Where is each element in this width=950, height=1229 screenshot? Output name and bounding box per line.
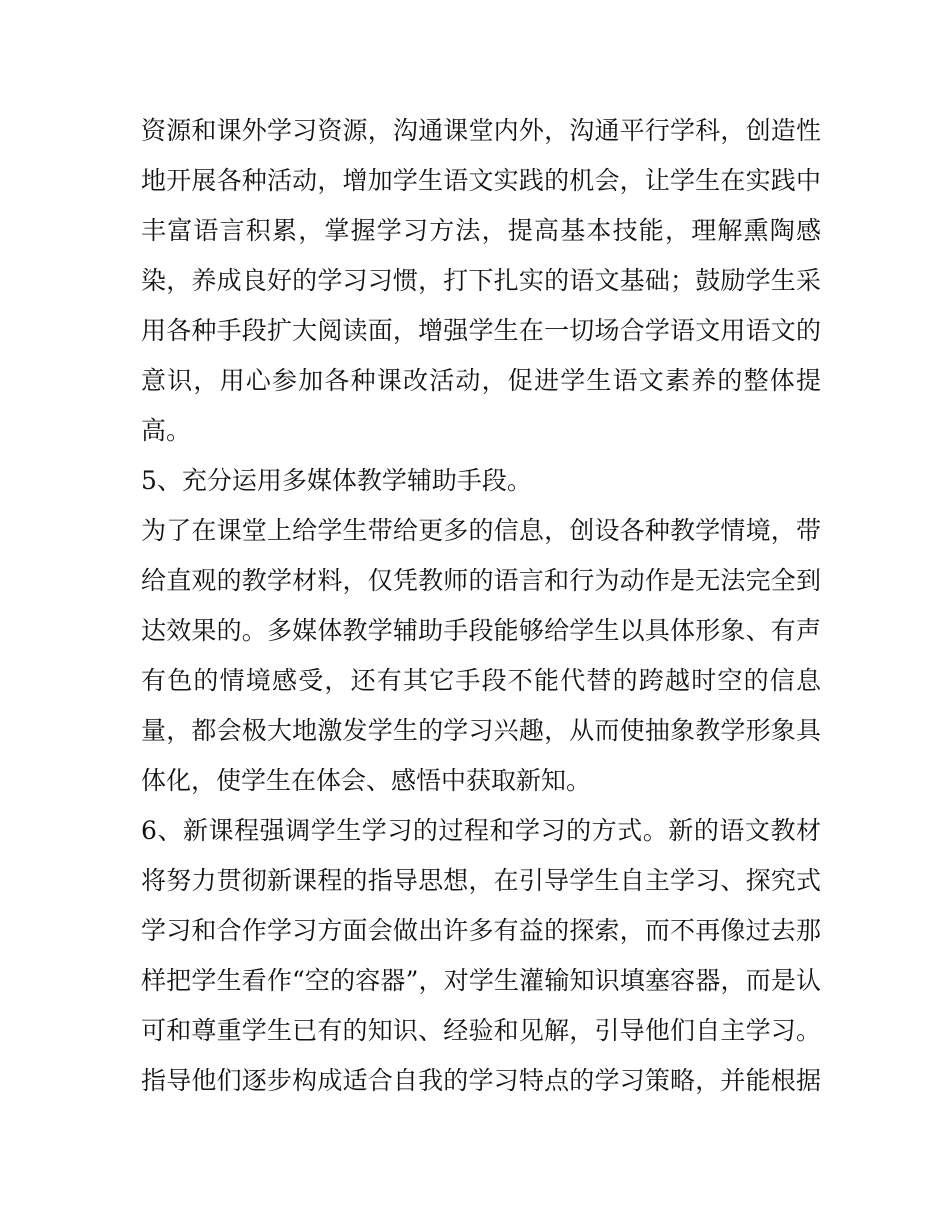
text-line: 指导他们逐步构成适合自我的学习特点的学习策略，并能根据	[141, 1066, 821, 1095]
text-line: 丰富语言积累，掌握学习方法，提高基本技能，理解熏陶感	[141, 216, 821, 245]
text-line: 地开展各种活动，增加学生语文实践的机会，让学生在实践中	[141, 166, 821, 195]
text-line: 用各种手段扩大阅读面，增强学生在一切场合学语文用语文的	[141, 316, 821, 345]
text-line: 可和尊重学生已有的知识、经验和见解，引导他们自主学习。	[141, 1016, 821, 1045]
text-line: 学习和合作学习方面会做出许多有益的探索，而不再像过去那	[141, 916, 821, 945]
text-line: 有色的情境感受，还有其它手段不能代替的跨越时空的信息	[141, 666, 821, 695]
text-line: 将努力贯彻新课程的指导思想，在引导学生自主学习、探究式	[141, 866, 821, 895]
text-line: 染，养成良好的学习习惯，打下扎实的语文基础；鼓励学生采	[141, 266, 821, 295]
text-line: 意识，用心参加各种课改活动，促进学生语文素养的整体提	[141, 366, 821, 395]
text-line: 高。	[141, 416, 192, 445]
text-line: 量，都会极大地激发学生的学习兴趣，从而使抽象教学形象具	[141, 716, 821, 745]
section-heading: 5、充分运用多媒体教学辅助手段。	[141, 466, 532, 495]
text-line: 6、新课程强调学生学习的过程和学习的方式。新的语文教材	[141, 816, 821, 845]
text-line: 样把学生看作“空的容器”，对学生灌输知识填塞容器，而是认	[141, 966, 821, 995]
text-line: 体化，使学生在体会、感悟中获取新知。	[141, 766, 592, 795]
text-line: 为了在课堂上给学生带给更多的信息，创设各种教学情境，带	[141, 516, 821, 545]
text-line: 达效果的。多媒体教学辅助手段能够给学生以具体形象、有声	[141, 616, 821, 645]
text-line: 给直观的教学材料，仅凭教师的语言和行为动作是无法完全到	[141, 566, 821, 595]
text-line: 资源和课外学习资源，沟通课堂内外，沟通平行学科，创造性	[141, 116, 821, 145]
